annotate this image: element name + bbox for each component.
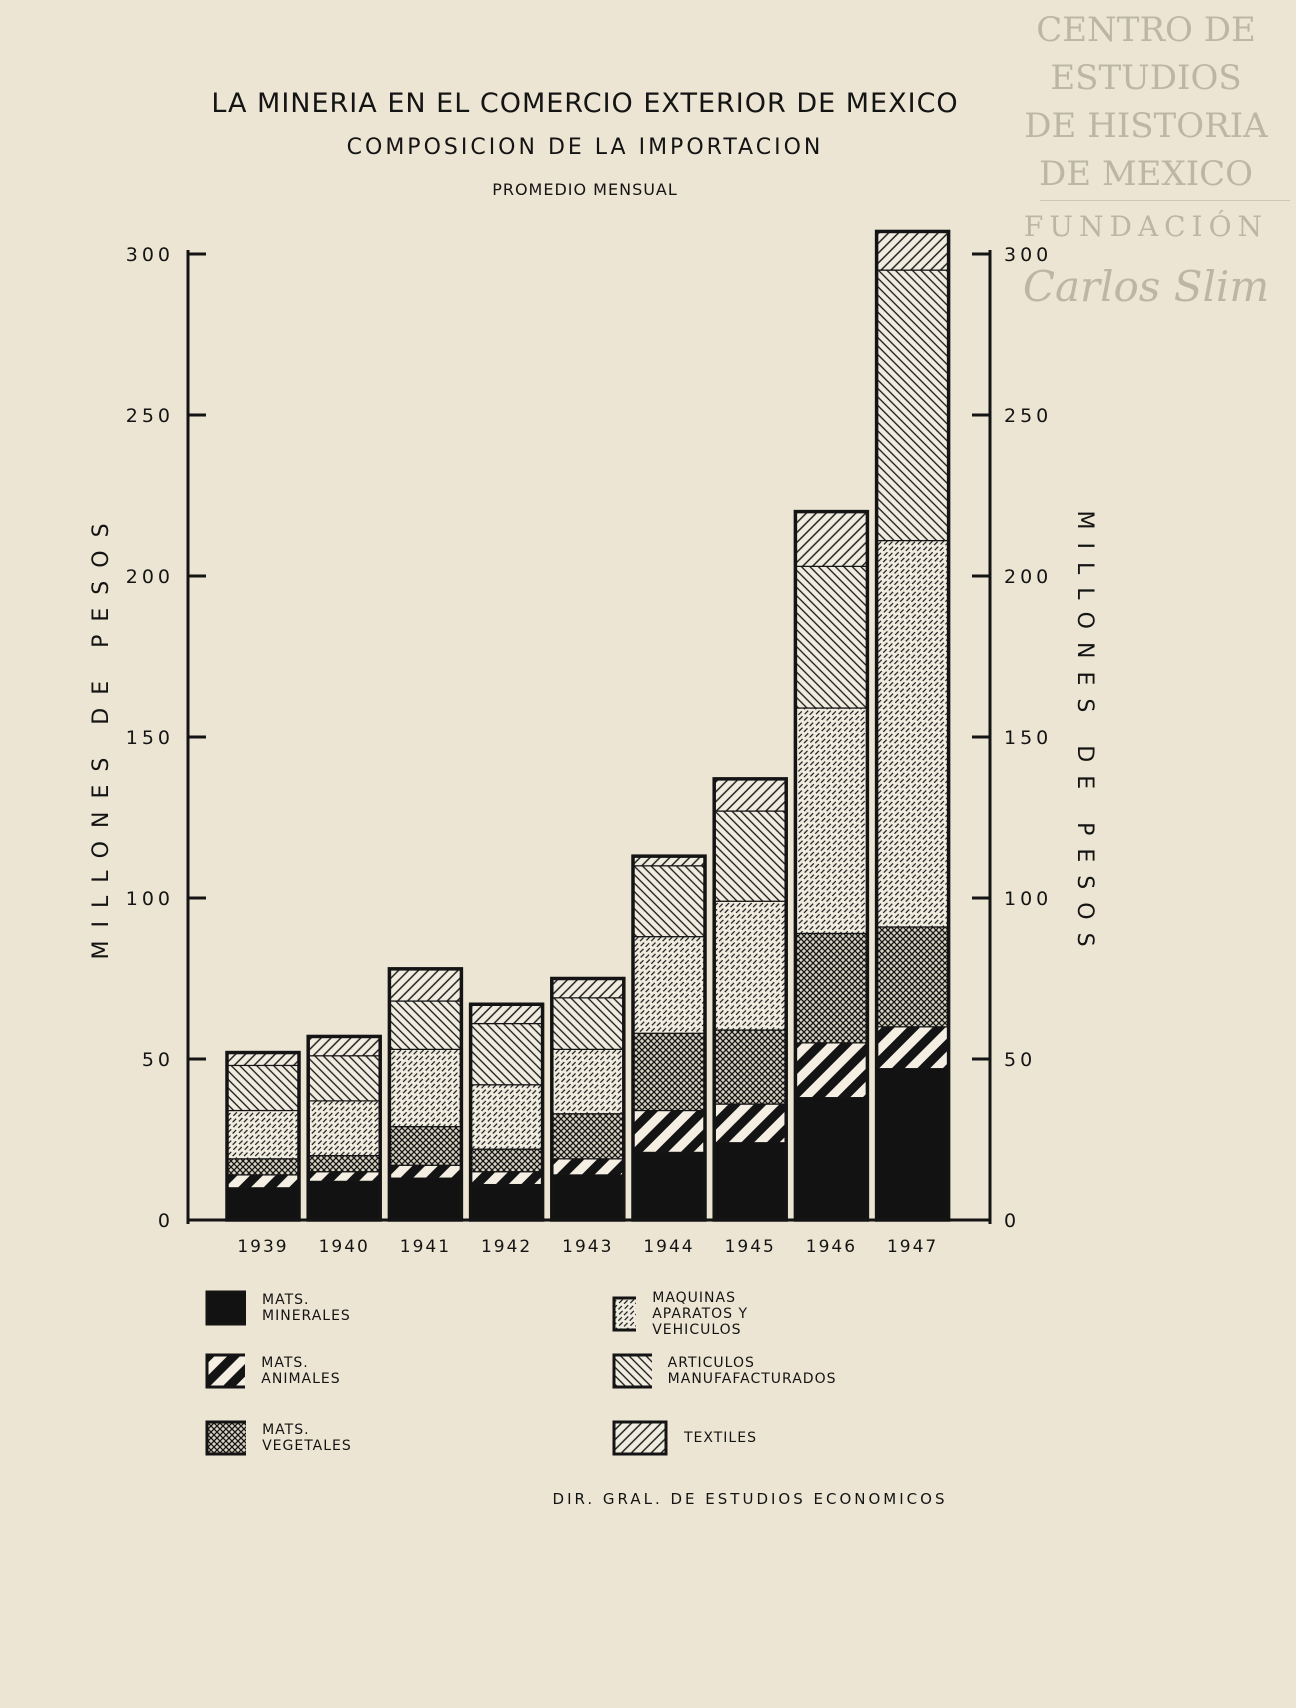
bar-segment <box>877 1069 949 1220</box>
bar-segment <box>877 1027 949 1069</box>
bar-segment <box>227 1111 299 1159</box>
legend-label: TEXTILES <box>684 1430 757 1446</box>
bar-segment <box>389 1127 461 1166</box>
legend-label: MAQUINAS APARATOS Y VEHICULOS <box>652 1290 749 1338</box>
bar-segment <box>795 933 867 1042</box>
legend-swatch-rect <box>207 1422 246 1454</box>
legend-swatch-rect <box>614 1298 636 1330</box>
bar-segment <box>714 811 786 901</box>
y-tick-label-left: 150 <box>125 727 174 749</box>
bar-segment <box>552 1159 624 1175</box>
y-tick-label-right: 200 <box>1004 566 1053 588</box>
x-tick-label: 1945 <box>724 1237 776 1257</box>
x-tick-label: 1940 <box>318 1237 370 1257</box>
bar-segment <box>633 1152 705 1220</box>
bar-segment <box>714 901 786 1030</box>
y-axis-title-left: MILLONES DE PESOS <box>89 510 114 960</box>
legend-item <box>612 1353 853 1389</box>
chart-bars <box>227 231 949 1220</box>
bar-segment <box>633 937 705 1034</box>
bar-segment <box>795 512 867 567</box>
bar-segment <box>471 1185 543 1220</box>
legend-swatch <box>205 1353 245 1389</box>
bar-stack <box>633 856 705 1220</box>
bar-segment <box>795 1043 867 1098</box>
legend-item <box>205 1353 356 1389</box>
bar-segment <box>552 979 624 998</box>
bar-segment <box>877 231 949 270</box>
x-tick-label: 1939 <box>237 1237 289 1257</box>
bar-stack <box>471 1004 543 1220</box>
bar-segment <box>471 1024 543 1085</box>
legend-swatch <box>612 1296 636 1332</box>
bar-segment <box>308 1056 380 1101</box>
y-tick-label-left: 100 <box>125 888 174 910</box>
bar-segment <box>227 1053 299 1066</box>
x-tick-label: 1941 <box>399 1237 452 1257</box>
y-tick-label-left: 200 <box>125 566 174 588</box>
bar-segment <box>877 270 949 540</box>
legend-swatch <box>612 1420 668 1456</box>
chart-subtitle-2: PROMEDIO MENSUAL <box>492 180 678 199</box>
legend-swatch-rect <box>207 1355 245 1387</box>
bar-segment <box>877 927 949 1027</box>
x-tick-label: 1946 <box>805 1237 858 1257</box>
bar-segment <box>795 566 867 708</box>
bar-segment <box>714 779 786 811</box>
bar-segment <box>714 1030 786 1104</box>
legend-swatch <box>205 1420 246 1456</box>
bar-stack <box>877 231 949 1220</box>
bar-stack <box>552 979 624 1221</box>
bar-segment <box>227 1175 299 1188</box>
watermark-line: ESTUDIOS <box>1050 58 1242 98</box>
bar-segment <box>227 1159 299 1175</box>
bar-segment <box>471 1085 543 1149</box>
bar-segment <box>795 1098 867 1220</box>
bar-segment <box>877 541 949 927</box>
legend-label: MATS. VEGETALES <box>262 1422 352 1454</box>
legend-swatch <box>205 1290 246 1326</box>
bar-segment <box>308 1036 380 1055</box>
bar-stack <box>227 1053 299 1220</box>
bar-segment <box>389 969 461 1001</box>
bar-segment <box>227 1188 299 1220</box>
bar-segment <box>552 1049 624 1113</box>
bar-stack <box>308 1036 380 1220</box>
legend-item <box>205 1290 366 1326</box>
watermark-line: DE HISTORIA <box>1024 106 1268 146</box>
x-tick-label: 1942 <box>480 1237 533 1257</box>
legend-swatch-rect <box>207 1292 246 1324</box>
bar-segment <box>308 1156 380 1172</box>
bar-segment <box>308 1101 380 1156</box>
bar-segment <box>714 1143 786 1220</box>
x-tick-label: 1944 <box>643 1237 695 1257</box>
chart-subtitle: COMPOSICION DE LA IMPORTACION <box>346 135 824 160</box>
legend-item <box>205 1420 367 1456</box>
chart-source-footer: DIR. GRAL. DE ESTUDIOS ECONOMICOS <box>552 1490 948 1508</box>
bar-segment <box>633 1111 705 1153</box>
legend-label: ARTICULOS MANUFAFACTURADOS <box>667 1355 837 1387</box>
bar-segment <box>471 1172 543 1185</box>
x-tick-labels <box>237 1237 938 1257</box>
bar-segment <box>389 1049 461 1126</box>
bar-segment <box>308 1181 380 1220</box>
legend-label: MATS. MINERALES <box>262 1292 351 1324</box>
legend-swatch-rect <box>614 1355 652 1387</box>
y-tick-label-right: 300 <box>1004 244 1053 266</box>
watermark-fundacion: FUNDACIÓN <box>1023 210 1269 243</box>
y-tick-label-right: 100 <box>1004 888 1053 910</box>
watermark-line: CENTRO DE <box>1036 10 1256 50</box>
watermark-line: DE MEXICO <box>1038 154 1254 194</box>
bar-segment <box>389 1001 461 1049</box>
bar-segment <box>552 1175 624 1220</box>
bar-segment <box>308 1172 380 1182</box>
y-tick-label-right: 150 <box>1004 727 1053 749</box>
x-tick-label: 1947 <box>886 1237 939 1257</box>
legend-label: MATS. ANIMALES <box>261 1355 341 1387</box>
bar-segment <box>389 1178 461 1220</box>
bar-segment <box>552 1114 624 1159</box>
bar-segment <box>471 1149 543 1172</box>
y-tick-label-right: 0 <box>1004 1210 1021 1232</box>
y-tick-label-left: 250 <box>125 405 174 427</box>
bar-stack <box>795 512 867 1220</box>
bar-segment <box>227 1065 299 1110</box>
chart-title: LA MINERIA EN EL COMERCIO EXTERIOR DE MEXICO <box>211 88 959 119</box>
legend-swatch-rect <box>614 1422 666 1454</box>
watermark-signature: Carlos Slim <box>1022 262 1270 311</box>
y-tick-label-left: 300 <box>125 244 174 266</box>
y-axis-title-right: MILLONES DE PESOS <box>1072 510 1097 960</box>
y-tick-label-right: 50 <box>1004 1049 1037 1071</box>
bar-segment <box>471 1004 543 1023</box>
bar-segment <box>795 708 867 933</box>
x-tick-label: 1943 <box>562 1237 614 1257</box>
bar-segment <box>552 998 624 1050</box>
y-tick-label-left: 50 <box>141 1049 174 1071</box>
y-tick-label-left: 0 <box>157 1210 174 1232</box>
legend-swatch <box>612 1353 652 1389</box>
bar-stack <box>389 969 461 1220</box>
legend-item <box>612 1290 773 1338</box>
legend-item <box>612 1420 757 1456</box>
bar-segment <box>714 1104 786 1143</box>
bar-stack <box>714 779 786 1220</box>
bar-segment <box>633 1033 705 1110</box>
bar-segment <box>633 866 705 937</box>
y-tick-label-right: 250 <box>1004 405 1053 427</box>
bar-segment <box>389 1165 461 1178</box>
